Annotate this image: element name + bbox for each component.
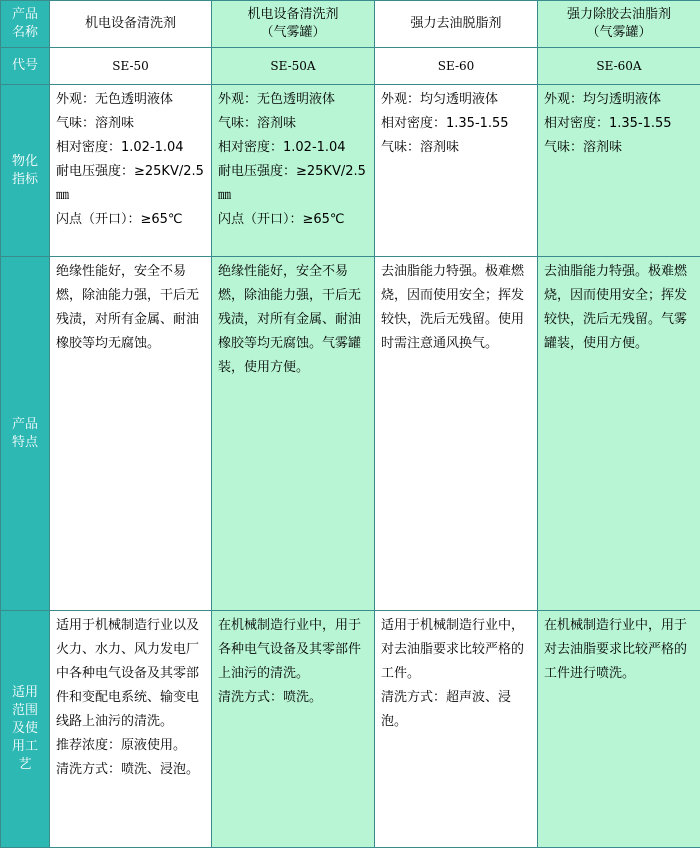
cell-line: 气味：溶剂味: [56, 112, 205, 136]
product-name-se50a: 机电设备清洗剂 （气雾罐）: [212, 1, 375, 48]
cell-line: 耐电压强度：≥25KV/2.5㎜: [56, 160, 205, 208]
code-row: [1, 48, 700, 85]
props-se60: [375, 85, 538, 257]
cell-line: 外观：无色透明液体: [56, 88, 205, 112]
cell-line: 清洗方式：超声波、浸泡。: [381, 686, 531, 734]
row-label-product-name: 产品 名称: [1, 1, 50, 48]
product-code-se50: SE-50: [50, 48, 212, 85]
props-se50: [50, 85, 212, 257]
cell-line: 闪点（开口）：≥65℃: [218, 208, 368, 232]
features-se60: 去油脂能力特强。极难燃烧，因而使用安全；挥发较快，洗后无残留。使用时需注意通风换气。: [375, 257, 538, 611]
cell-line: 相对密度：1.35-1.55: [544, 112, 694, 136]
product-name-se60: 强力去油脱脂剂: [375, 1, 538, 48]
product-code-se60: SE-60: [375, 48, 538, 85]
cell-line: 适用于机械制造行业中，对去油脂要求比较严格的工件。: [381, 614, 531, 686]
cell-line: 在机械制造行业中，用于对去油脂要求比较严格的工件进行喷洗。: [544, 614, 694, 686]
usage-se50: [50, 611, 212, 848]
cell-line: 相对密度：1.02-1.04: [56, 136, 205, 160]
product-code-se60a: SE-60A: [538, 48, 700, 85]
header-row: [1, 1, 700, 48]
props-se60a: [538, 85, 700, 257]
cell-line: 外观：无色透明液体: [218, 88, 368, 112]
features-se60a: 去油脂能力特强。极难燃烧，因而使用安全；挥发较快，洗后无残留。气雾罐装，使用方便。: [538, 257, 700, 611]
usage-row: [1, 611, 700, 848]
cell-line: 适用于机械制造行业以及火力、水力、风力发电厂中各种电气设备及其零部件和变配电系统、输变电线路上油污的清洗。: [56, 614, 205, 734]
row-label-properties: 物化 指标: [1, 85, 50, 257]
cell-line: 气味：溶剂味: [544, 136, 694, 160]
cell-line: 推荐浓度：原液使用。: [56, 734, 205, 758]
cell-line: 气味：溶剂味: [218, 112, 368, 136]
product-name-se50: 机电设备清洗剂: [50, 1, 212, 48]
cell-line: 气味：溶剂味: [381, 136, 531, 160]
row-label-usage: 适用 范围 及使 用工 艺: [1, 611, 50, 848]
row-label-code: 代号: [1, 48, 50, 85]
cell-line: 清洗方式：喷洗、浸泡。: [56, 758, 205, 782]
usage-se50a: [212, 611, 375, 848]
row-label-features: 产品 特点: [1, 257, 50, 611]
features-se50a: 绝缘性能好，安全不易燃，除油能力强，干后无残渍，对所有金属、耐油橡胶等均无腐蚀。气雾罐装，使用方便。: [212, 257, 375, 611]
props-row: [1, 85, 700, 257]
features-row: [1, 257, 700, 611]
product-code-se50a: SE-50A: [212, 48, 375, 85]
cell-line: 外观：均匀透明液体: [381, 88, 531, 112]
cell-line: 闪点（开口）：≥65℃: [56, 208, 205, 232]
cell-line: 相对密度：1.02-1.04: [218, 136, 368, 160]
usage-se60: [375, 611, 538, 848]
cell-line: 清洗方式：喷洗。: [218, 686, 368, 710]
features-se50: 绝缘性能好，安全不易燃，除油能力强，干后无残渍，对所有金属、耐油橡胶等均无腐蚀。: [50, 257, 212, 611]
product-name-se60a: 强力除胶去油脂剂 （气雾罐）: [538, 1, 700, 48]
usage-se60a: [538, 611, 700, 848]
props-se50a: [212, 85, 375, 257]
cell-line: 相对密度：1.35-1.55: [381, 112, 531, 136]
cell-line: 在机械制造行业中，用于各种电气设备及其零部件上油污的清洗。: [218, 614, 368, 686]
cell-line: 外观：均匀透明液体: [544, 88, 694, 112]
cell-line: 耐电压强度：≥25KV/2.5㎜: [218, 160, 368, 208]
